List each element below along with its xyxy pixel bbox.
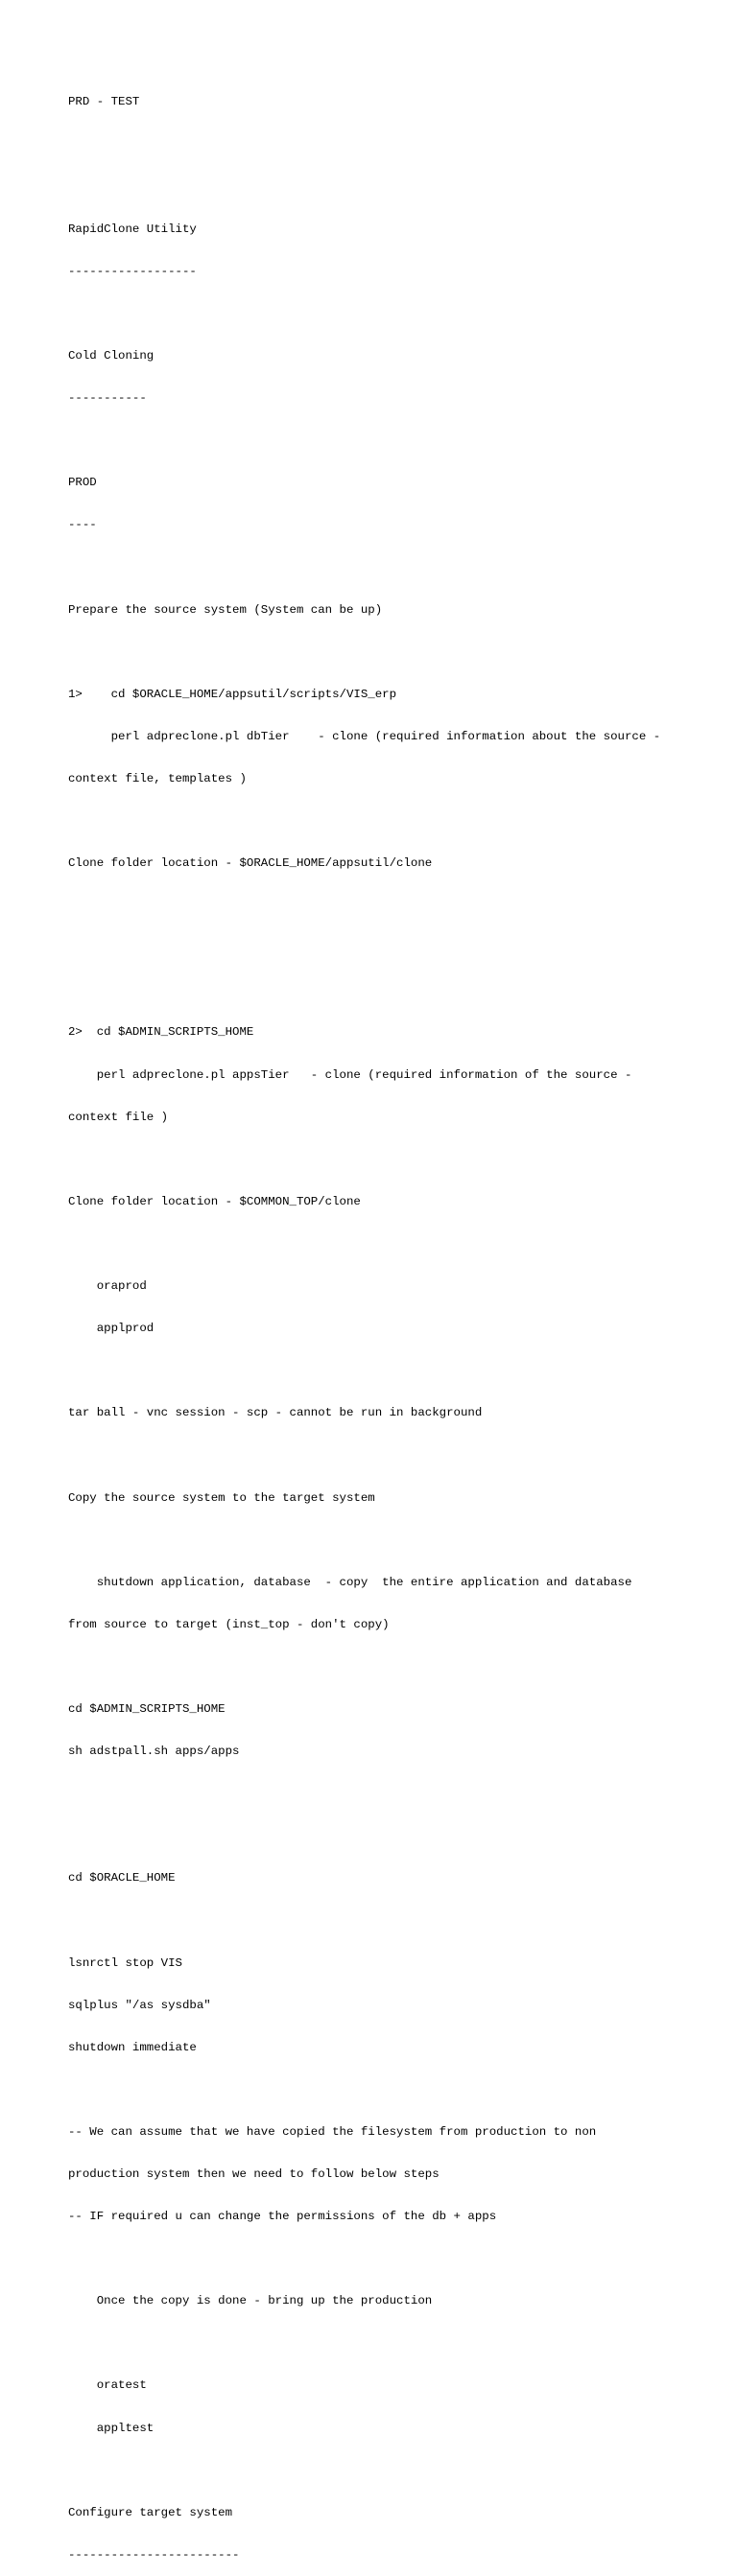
command-line: lsnrctl stop VIS [68, 1955, 182, 1970]
blank-line [68, 899, 701, 913]
blank-line [68, 983, 701, 997]
blank-line [68, 814, 701, 829]
step-2-command: 2> cd $ADMIN_SCRIPTS_HOME [68, 1025, 254, 1040]
text-line: Once the copy is done - bring up the production [68, 2294, 433, 2308]
text-line: tar ball - vnc session - scp - cannot be run in background [68, 1406, 483, 1420]
heading-underline: ------------------ [68, 264, 197, 278]
section-heading-configure-target: Configure target system [68, 2505, 233, 2519]
blank-line [68, 1448, 701, 1463]
doc-title: PRD - TEST [68, 95, 140, 109]
blank-line [68, 645, 701, 660]
blank-line [68, 1237, 701, 1252]
text-line: Copy the source system to the target system [68, 1490, 375, 1505]
document-body [68, 67, 701, 2576]
blank-line [68, 1153, 701, 1167]
user-name: appltest [68, 2421, 155, 2435]
blank-line [68, 2336, 701, 2351]
section-heading-rapidclone: RapidClone Utility [68, 222, 197, 236]
step-1-command: 1> cd $ORACLE_HOME/appsutil/scripts/VIS_erp [68, 687, 397, 701]
blank-line [68, 2252, 701, 2266]
blank-line [68, 433, 701, 448]
text-line: shutdown application, database - copy the entire application and database [68, 1575, 632, 1589]
section-heading-prod: PROD [68, 476, 97, 490]
text-line: context file, templates ) [68, 771, 247, 785]
text-line: context file ) [68, 1110, 169, 1124]
command-line: cd $ORACLE_HOME [68, 1871, 176, 1885]
blank-line [68, 1787, 701, 1801]
step-2-command: perl adpreclone.pl appsTier - clone (required information of the source - [68, 1067, 632, 1082]
blank-line [68, 307, 701, 321]
blank-line [68, 1660, 701, 1674]
comment-line: production system then we need to follow below steps [68, 2167, 440, 2181]
step-1-command: perl adpreclone.pl dbTier - clone (required information about the source - [68, 729, 661, 743]
text-line: Clone folder location - $ORACLE_HOME/appsutil/clone [68, 856, 433, 871]
text-line: Clone folder location - $COMMON_TOP/clone [68, 1194, 361, 1208]
user-name: oraprod [68, 1279, 147, 1294]
heading-underline: ------------------------ [68, 2547, 240, 2562]
user-name: oratest [68, 2378, 147, 2393]
comment-line: -- We can assume that we have copied the filesystem from production to non [68, 2124, 597, 2139]
blank-line [68, 941, 701, 955]
blank-line [68, 180, 701, 195]
blank-line [68, 1829, 701, 1843]
blank-line [68, 2083, 701, 2097]
heading-underline: ----------- [68, 391, 147, 406]
command-line: cd $ADMIN_SCRIPTS_HOME [68, 1701, 226, 1716]
command-line: shutdown immediate [68, 2040, 197, 2054]
blank-line [68, 2464, 701, 2478]
blank-line [68, 560, 701, 574]
blank-line [68, 138, 701, 152]
blank-line [68, 1534, 701, 1548]
command-line: sqlplus "/as sysdba" [68, 1998, 211, 2012]
blank-line [68, 1364, 701, 1378]
section-heading-cold-cloning: Cold Cloning [68, 348, 155, 363]
command-line: sh adstpall.sh apps/apps [68, 1745, 240, 1759]
blank-line [68, 1913, 701, 1928]
heading-underline: ---- [68, 518, 97, 532]
user-name: applprod [68, 1322, 155, 1336]
text-line: from source to target (inst_top - don't copy) [68, 1617, 390, 1631]
comment-line: -- IF required u can change the permissions of the db + apps [68, 2210, 497, 2224]
text-line: Prepare the source system (System can be up) [68, 602, 383, 617]
